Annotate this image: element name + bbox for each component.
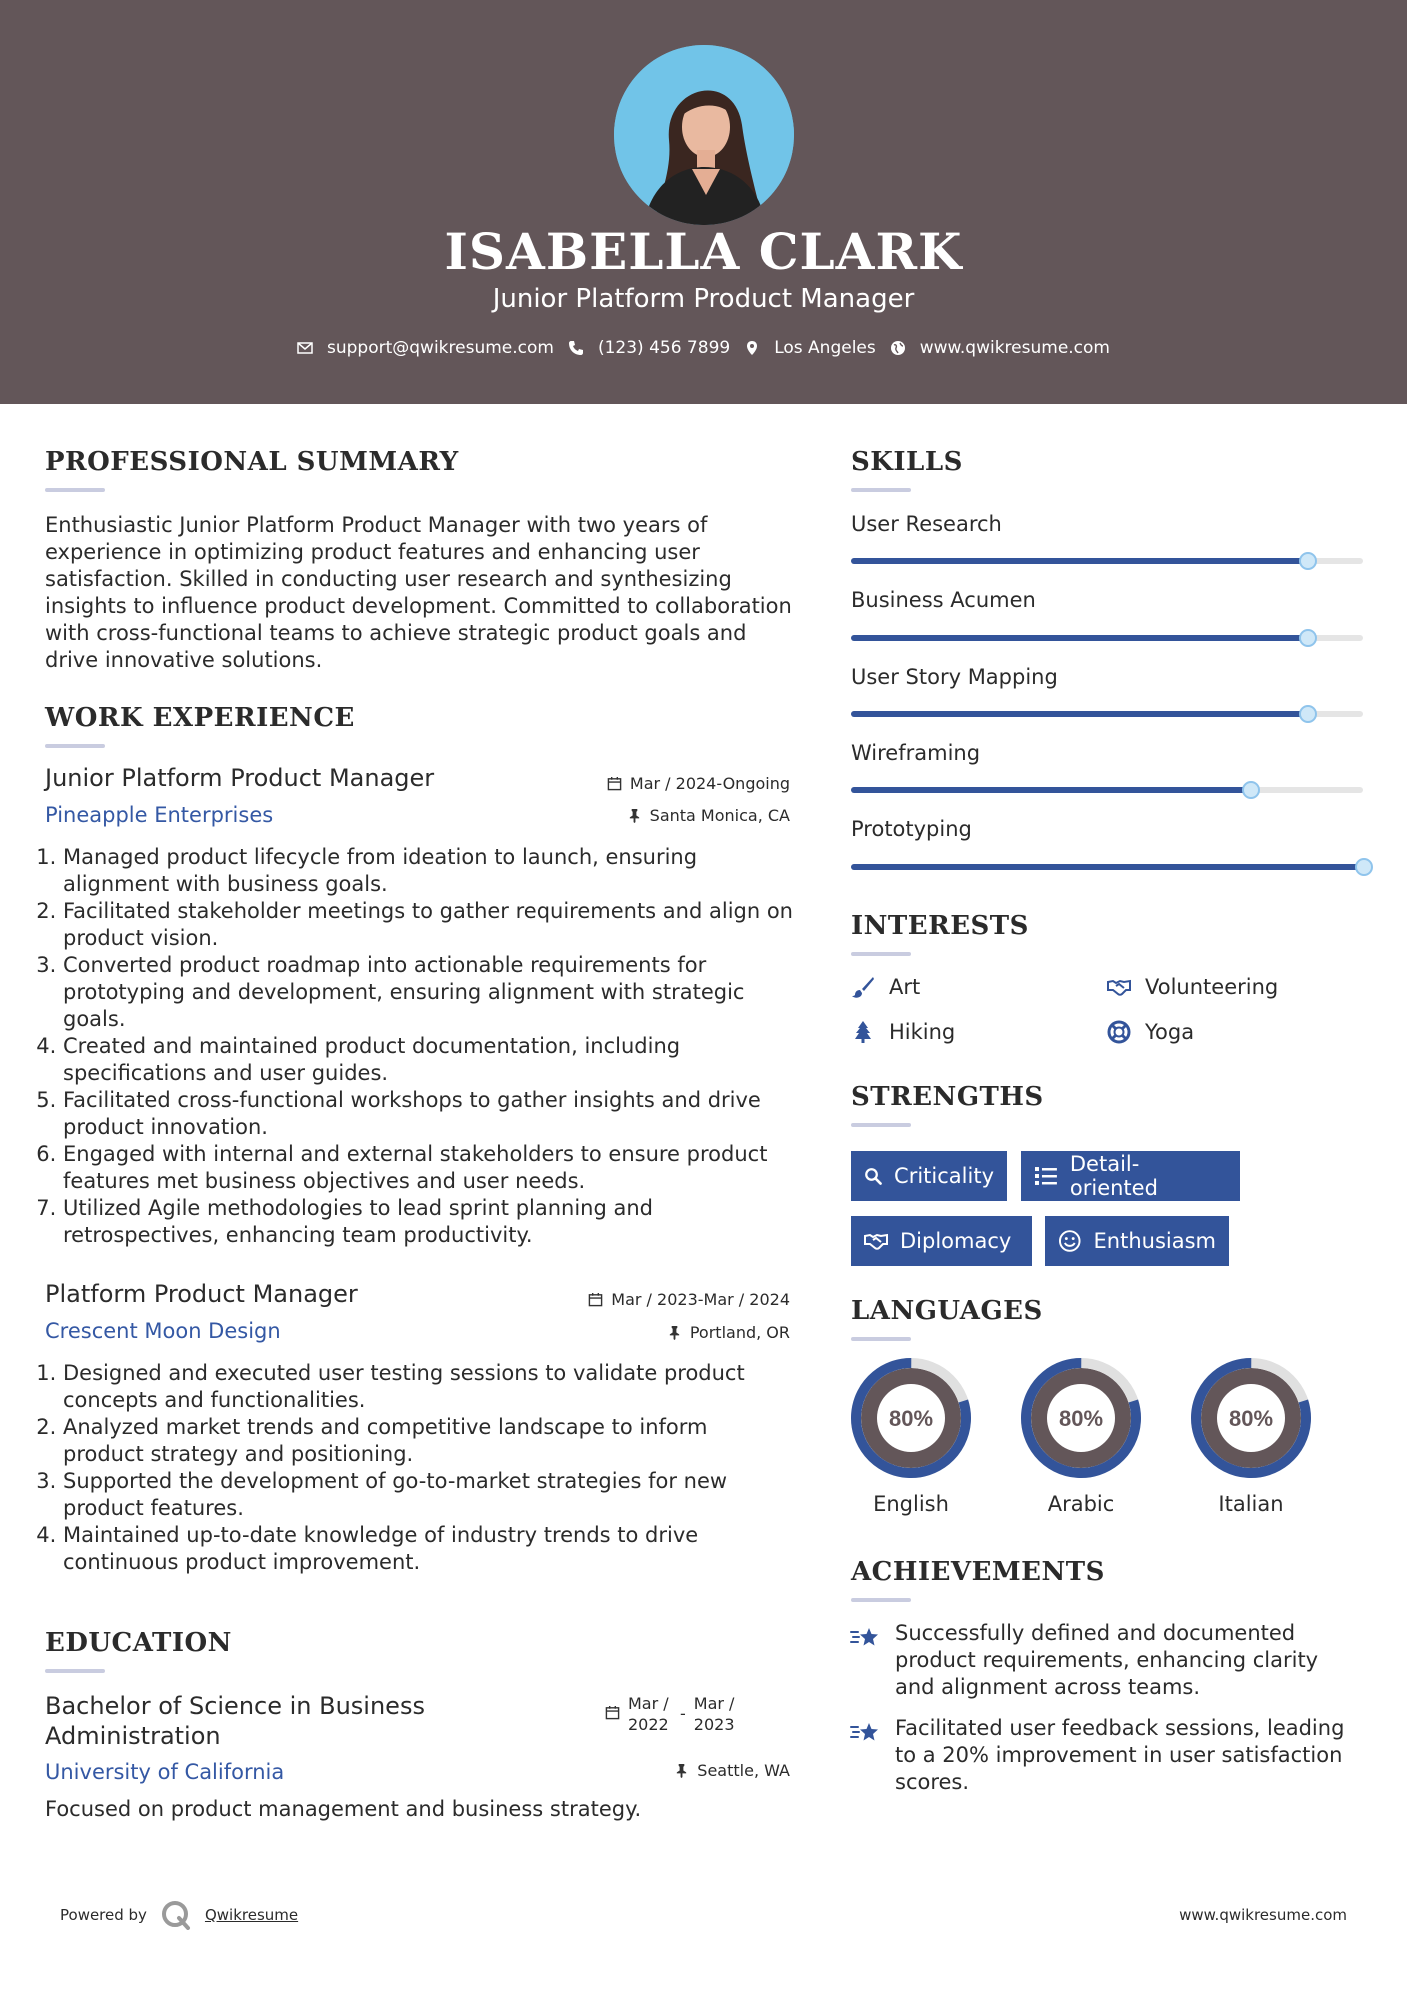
list-icon xyxy=(1034,1164,1058,1188)
skill-label: User Story Mapping xyxy=(851,665,1058,689)
interest-label: Art xyxy=(889,975,921,999)
list-item: 4. Created and maintained product documentation, including specifications and user guides. xyxy=(63,1033,793,1087)
job-2-location-text: Portland, OR xyxy=(689,1323,790,1342)
strength-label: Criticality xyxy=(894,1164,994,1188)
list-item: 6. Engaged with internal and external stakeholders to ensure product features met business objectives and user needs. xyxy=(63,1141,793,1195)
education-date xyxy=(605,1693,738,1735)
skill-bar-knob xyxy=(1299,705,1317,723)
language-italian xyxy=(1189,1356,1313,1516)
language-percent: 80% xyxy=(1228,1406,1274,1431)
education-description: Focused on product management and business strategy. xyxy=(45,1797,642,1821)
skill-bar-knob xyxy=(1242,781,1260,799)
job-2-duties xyxy=(45,1360,793,1576)
strength-label: Diplomacy xyxy=(900,1229,1012,1253)
interest-item-yoga xyxy=(1107,1020,1194,1044)
envelope-icon xyxy=(297,340,313,356)
skill-bar-knob xyxy=(1299,629,1317,647)
language-donut xyxy=(1189,1356,1313,1480)
skill-bar xyxy=(851,711,1363,717)
shooting-star-icon xyxy=(849,1717,881,1749)
shooting-star-icon xyxy=(849,1622,881,1654)
list-item: 2. Analyzed market trends and competitive landscape to inform product strategy and positioning. xyxy=(63,1414,793,1468)
achievements-heading: ACHIEVEMENTS xyxy=(851,1557,1105,1587)
language-label: Arabic xyxy=(1047,1492,1115,1516)
strength-chip-criticality xyxy=(851,1151,1007,1201)
handshake-icon xyxy=(1107,975,1131,999)
language-donut xyxy=(1019,1356,1143,1480)
calendar-icon xyxy=(607,776,622,791)
pushpin-icon xyxy=(674,1763,689,1778)
resume-header xyxy=(0,0,1407,404)
lifebuoy-icon xyxy=(1107,1020,1131,1044)
strength-label: Enthusiasm xyxy=(1093,1229,1216,1253)
achievements-divider xyxy=(851,1598,911,1602)
contact-website-text: www.qwikresume.com xyxy=(919,338,1110,358)
summary-text: Enthusiastic Junior Platform Product Manager with two years of experience in optimizing product features and enhancing user satisfaction. Skilled in conducting user research and synthesizing insights to influence product development. Committed to collaboration with cross-functional teams to achieve strategic product goals and drive innovative solutions. xyxy=(45,513,792,672)
list-item: 4. Maintained up-to-date knowledge of industry trends to drive continuous product improvement. xyxy=(63,1522,793,1576)
job-1-location-text: Santa Monica, CA xyxy=(649,806,790,825)
job-1-company: Pineapple Enterprises xyxy=(45,803,274,827)
skill-bar-fill xyxy=(851,711,1307,717)
interests-divider xyxy=(851,952,911,956)
list-item: 1. Managed product lifecycle from ideation to launch, ensuring alignment with business goals. xyxy=(63,844,793,898)
skill-bar-knob xyxy=(1355,858,1373,876)
language-percent: 80% xyxy=(1058,1406,1104,1431)
language-label: Italian xyxy=(1218,1492,1284,1516)
skill-bar xyxy=(851,558,1363,564)
strength-chip-detail-oriented xyxy=(1021,1151,1240,1201)
pushpin-icon xyxy=(627,808,642,823)
calendar-icon xyxy=(605,1705,620,1720)
language-percent: 80% xyxy=(888,1406,934,1431)
contact-phone[interactable] xyxy=(568,338,730,358)
summary-divider xyxy=(45,488,105,492)
handshake-icon xyxy=(864,1229,888,1253)
profile-photo xyxy=(614,45,794,225)
qwikresume-logo-icon xyxy=(161,1900,191,1930)
list-item: 5. Facilitated cross-functional workshops to gather insights and drive product innovation. xyxy=(63,1087,793,1141)
achievement-text: Successfully defined and documented product requirements, enhancing clarity and alignment across teams. xyxy=(895,1621,1319,1699)
summary-heading: PROFESSIONAL SUMMARY xyxy=(45,447,459,477)
education-date-end: Mar / 2023 xyxy=(693,1694,735,1734)
achievement-item xyxy=(849,1620,1349,1701)
language-donut xyxy=(849,1356,973,1480)
strengths-divider xyxy=(851,1123,911,1127)
education-degree: Bachelor of Science in Business Administration xyxy=(45,1692,425,1750)
phone-icon xyxy=(568,340,584,356)
globe-icon xyxy=(890,340,906,356)
contact-email[interactable] xyxy=(297,338,554,358)
achievement-item xyxy=(849,1715,1349,1796)
job-1-duties xyxy=(45,844,793,1249)
contact-location-text: Los Angeles xyxy=(774,338,876,358)
contact-bar xyxy=(0,338,1407,358)
job-1-date-text: Mar / 2024-Ongoing xyxy=(629,774,790,793)
languages-divider xyxy=(851,1337,911,1341)
footer-powered-by xyxy=(60,1900,298,1930)
interest-item-volunteering xyxy=(1107,975,1278,999)
candidate-title: Junior Platform Product Manager xyxy=(492,284,915,314)
job-2-date-text: Mar / 2023-Mar / 2024 xyxy=(611,1290,790,1309)
education-location-text: Seattle, WA xyxy=(697,1761,790,1780)
smile-icon xyxy=(1058,1229,1082,1253)
skill-bar-fill xyxy=(851,558,1307,564)
skill-bar-fill xyxy=(851,787,1250,793)
brand-link[interactable]: Qwikresume xyxy=(204,1906,299,1924)
job-1-role: Junior Platform Product Manager xyxy=(45,764,435,792)
job-2-role: Platform Product Manager xyxy=(45,1280,358,1308)
interest-label: Yoga xyxy=(1145,1020,1195,1044)
interest-label: Hiking xyxy=(889,1020,956,1044)
education-heading: EDUCATION xyxy=(45,1628,232,1658)
date-separator: - xyxy=(680,1704,686,1723)
education-location xyxy=(674,1761,790,1780)
interest-item-art xyxy=(851,975,920,999)
language-english xyxy=(849,1356,973,1516)
contact-location xyxy=(744,338,876,358)
strength-chip-enthusiasm xyxy=(1045,1216,1229,1266)
calendar-icon xyxy=(588,1292,603,1307)
skill-bar-fill xyxy=(851,635,1307,641)
strengths-heading: STRENGTHS xyxy=(851,1082,1044,1112)
skill-bar xyxy=(851,787,1363,793)
list-item: 7. Utilized Agile methodologies to lead sprint planning and retrospectives, enhancing team productivity. xyxy=(63,1195,793,1249)
contact-email-text: support@qwikresume.com xyxy=(327,338,554,358)
pushpin-icon xyxy=(667,1325,682,1340)
powered-by-label: Powered by xyxy=(60,1906,147,1924)
skill-label: Business Acumen xyxy=(851,588,1036,612)
skills-divider xyxy=(851,488,911,492)
paintbrush-icon xyxy=(851,975,875,999)
contact-website[interactable] xyxy=(890,338,1110,358)
strength-label: Detail-oriented xyxy=(1069,1152,1158,1200)
education-divider xyxy=(45,1669,105,1673)
job-2-location xyxy=(667,1323,790,1342)
job-1-location xyxy=(627,806,790,825)
skill-label: Wireframing xyxy=(851,741,981,765)
skill-bar xyxy=(851,864,1363,870)
list-item: 3. Converted product roadmap into actionable requirements for prototyping and development, ensuring alignment with strategic goals. xyxy=(63,952,793,1033)
skill-label: User Research xyxy=(851,512,1002,536)
job-2-date xyxy=(588,1290,790,1309)
interests-heading: INTERESTS xyxy=(851,911,1029,941)
skill-bar-fill xyxy=(851,864,1363,870)
language-arabic xyxy=(1019,1356,1143,1516)
skill-label: Prototyping xyxy=(851,817,972,841)
list-item: 3. Supported the development of go-to-market strategies for new product features. xyxy=(63,1468,793,1522)
job-2-company: Crescent Moon Design xyxy=(45,1319,281,1343)
achievement-text: Facilitated user feedback sessions, leading to a 20% improvement in user satisfaction scores. xyxy=(895,1716,1345,1794)
job-1-date xyxy=(607,774,790,793)
tree-icon xyxy=(851,1020,875,1044)
contact-phone-text: (123) 456 7899 xyxy=(597,338,731,358)
interest-item-hiking xyxy=(851,1020,955,1044)
list-item: 2. Facilitated stakeholder meetings to gather requirements and align on product vision. xyxy=(63,898,793,952)
language-label: English xyxy=(873,1492,949,1516)
list-item: 1. Designed and executed user testing sessions to validate product concepts and functionalities. xyxy=(63,1360,793,1414)
location-pin-icon xyxy=(744,340,760,356)
strength-chip-diplomacy xyxy=(851,1216,1032,1266)
work-heading: WORK EXPERIENCE xyxy=(45,703,355,733)
footer-website[interactable]: www.qwikresume.com xyxy=(1179,1906,1347,1924)
interest-label: Volunteering xyxy=(1145,975,1279,999)
education-school: University of California xyxy=(45,1760,285,1784)
education-date-start: Mar / 2022 xyxy=(628,1694,669,1734)
skills-heading: SKILLS xyxy=(851,447,963,477)
languages-heading: LANGUAGES xyxy=(851,1296,1043,1326)
skill-bar xyxy=(851,635,1363,641)
candidate-name: ISABELLA CLARK xyxy=(444,222,963,281)
person-silhouette-icon xyxy=(614,45,794,225)
search-icon xyxy=(864,1164,882,1188)
work-divider xyxy=(45,744,105,748)
skill-bar-knob xyxy=(1299,552,1317,570)
